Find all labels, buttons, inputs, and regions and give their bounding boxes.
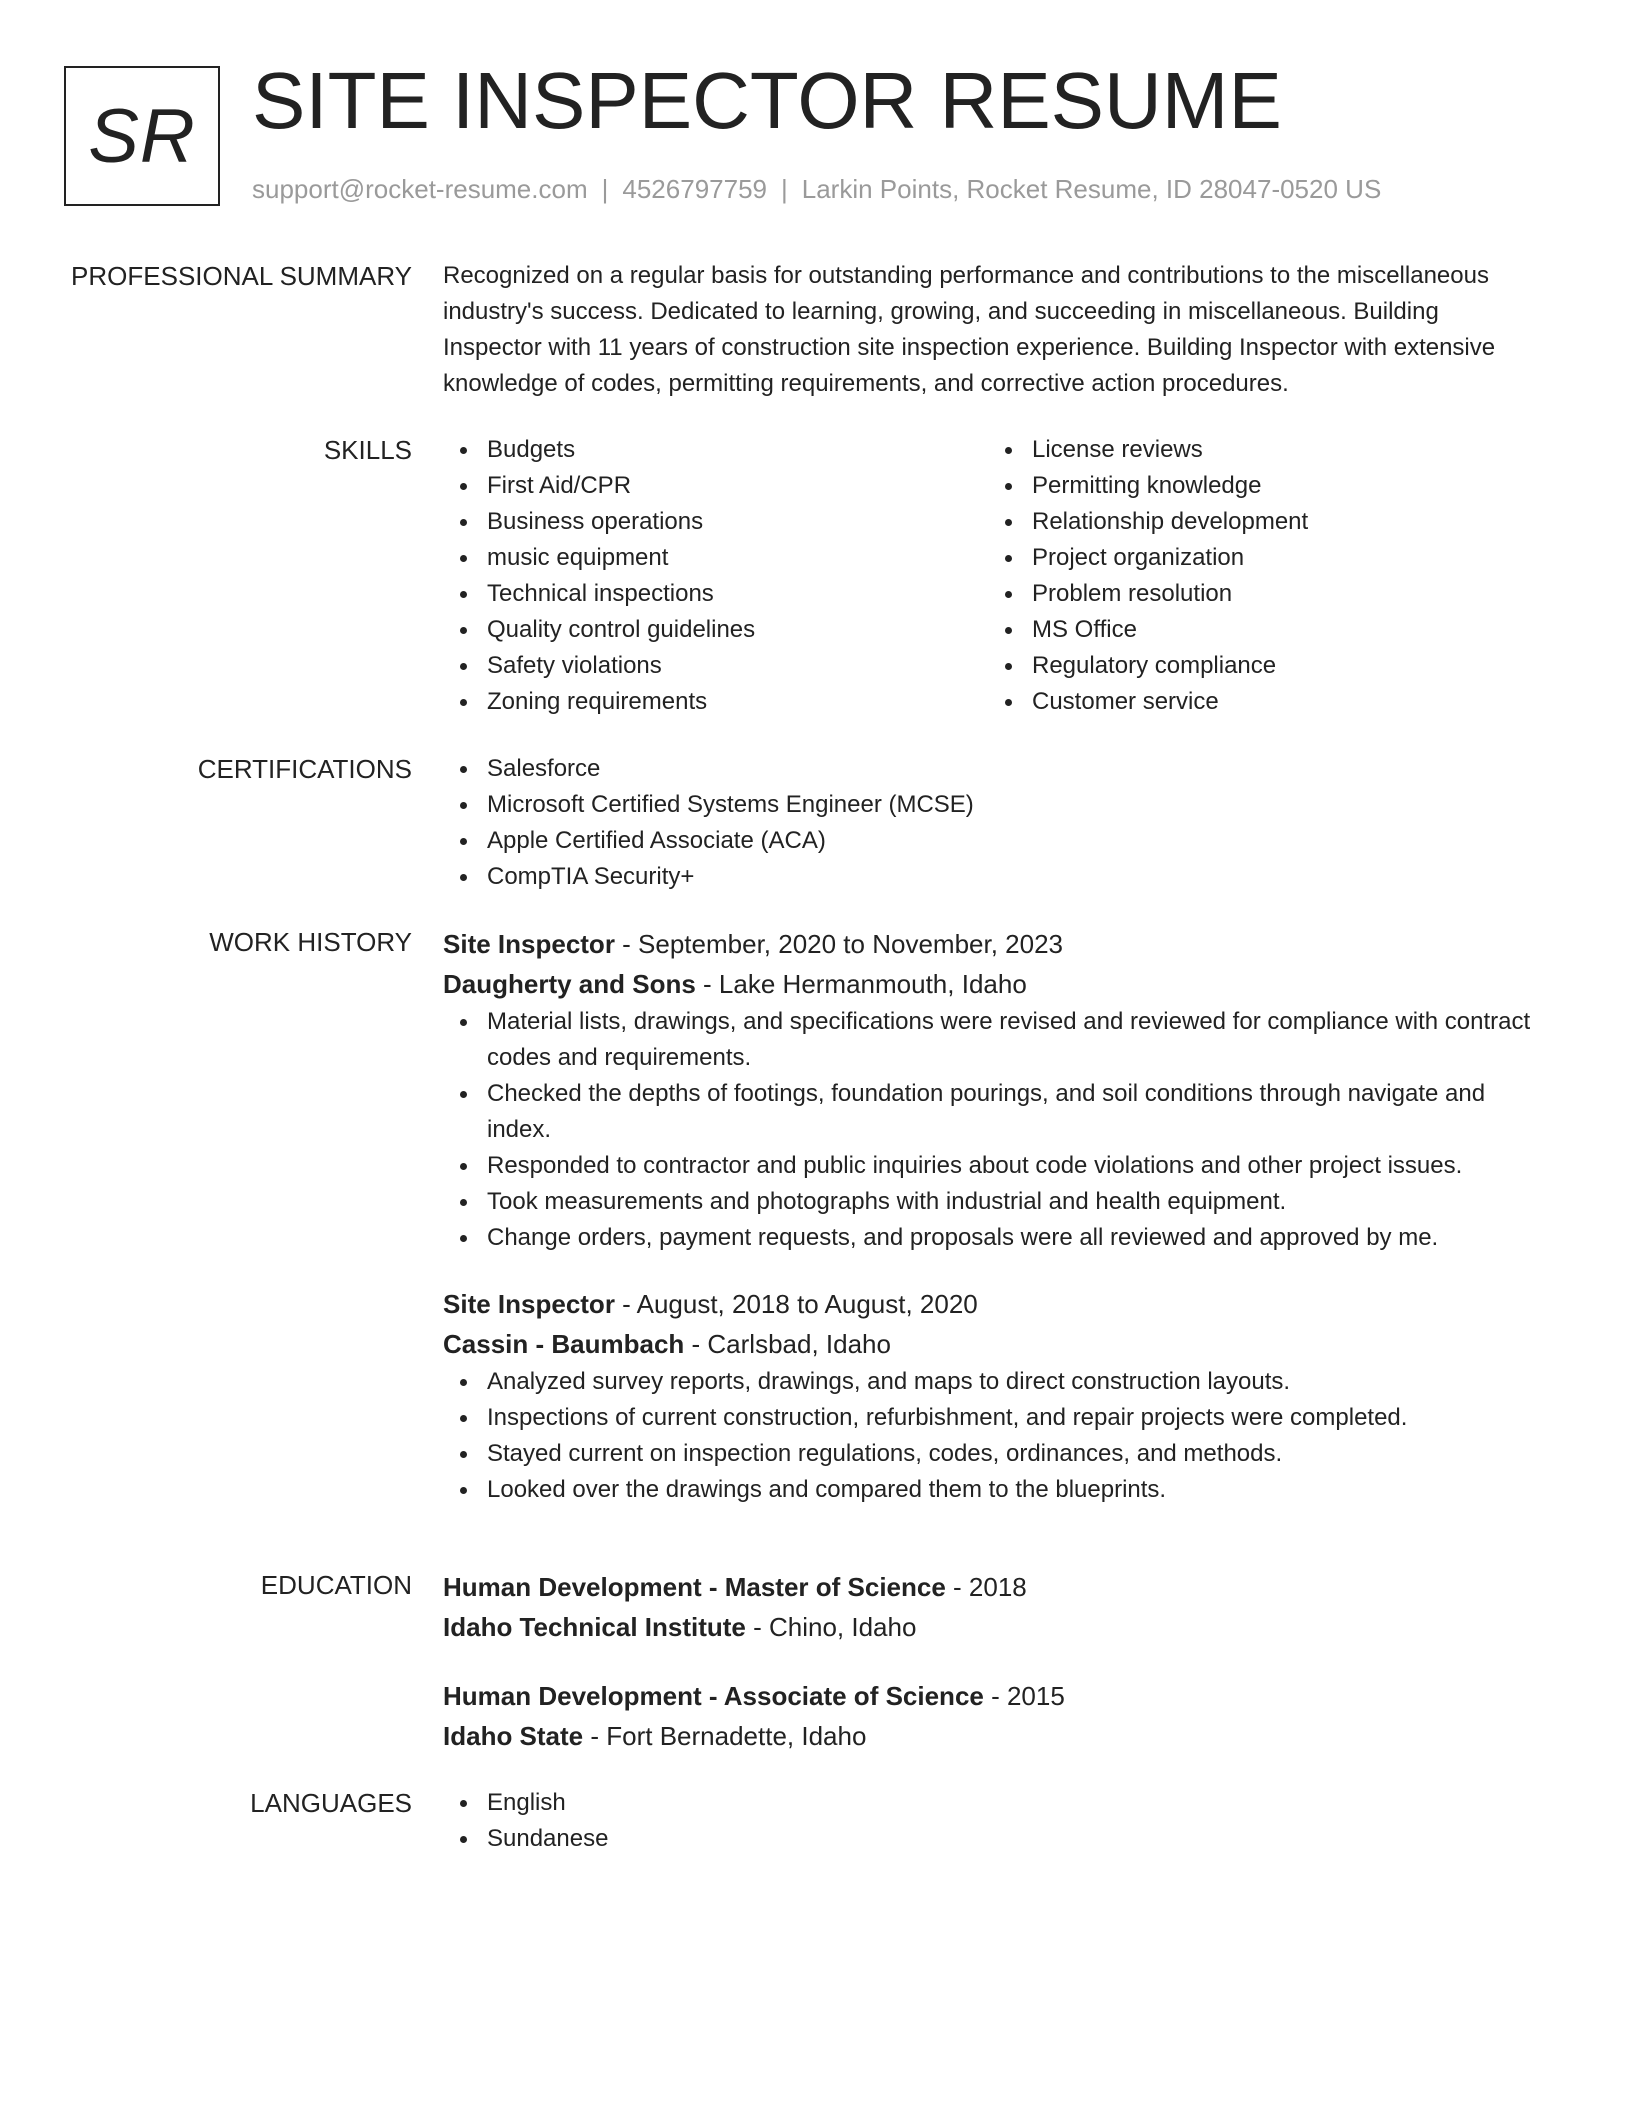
certification-item: Salesforce [443, 751, 1543, 787]
job-title-line [443, 924, 1543, 964]
contact-phone: 4526797759 [622, 174, 767, 204]
degree-year: - 2018 [945, 1572, 1027, 1602]
job-dates: - September, 2020 to November, 2023 [614, 929, 1063, 959]
skill-item: Business operations [443, 504, 983, 540]
job-duty-item: Looked over the drawings and compared them to the blueprints. [443, 1472, 1543, 1508]
certifications-heading: CERTIFICATIONS [197, 754, 412, 784]
contact-separator: | [781, 174, 788, 204]
job-duty-item: Inspections of current construction, refurbishment, and repair projects were completed. [443, 1400, 1543, 1436]
school-line [443, 1607, 1543, 1647]
skill-item: Customer service [988, 684, 1528, 720]
skills-list-right [988, 432, 1528, 720]
job-duty-item: Analyzed survey reports, drawings, and maps to direct construction layouts. [443, 1364, 1543, 1400]
skill-item: License reviews [988, 432, 1528, 468]
certification-item: Apple Certified Associate (ACA) [443, 823, 1543, 859]
degree-year: - 2015 [983, 1681, 1065, 1711]
job-company-line [443, 1324, 1543, 1364]
job-dates: - August, 2018 to August, 2020 [614, 1289, 978, 1319]
job-entry [443, 924, 1543, 1256]
skills-list-left [443, 432, 983, 720]
job-company: Cassin - Baumbach [443, 1329, 685, 1359]
job-company-line [443, 964, 1543, 1004]
school-name: Idaho Technical Institute [443, 1612, 746, 1642]
school-location: - Chino, Idaho [745, 1612, 917, 1642]
skill-item: Safety violations [443, 648, 983, 684]
job-duty-item: Change orders, payment requests, and proposals were all reviewed and approved by me. [443, 1220, 1543, 1256]
contact-separator: | [601, 174, 609, 204]
skill-item: MS Office [988, 612, 1528, 648]
degree-name: Human Development - Master of Science [443, 1572, 946, 1602]
page-title: SITE INSPECTOR RESUME [252, 56, 1282, 145]
work-history-heading: WORK HISTORY [209, 927, 412, 957]
education-heading: EDUCATION [260, 1570, 412, 1600]
skills-heading: SKILLS [323, 435, 412, 465]
language-item: English [443, 1785, 1543, 1821]
skill-item: Relationship development [988, 504, 1528, 540]
job-location: - Carlsbad, Idaho [684, 1329, 891, 1359]
degree-name: Human Development - Associate of Science [443, 1681, 984, 1711]
job-title-line [443, 1284, 1543, 1324]
job-entry [443, 1284, 1543, 1508]
skill-item: First Aid/CPR [443, 468, 983, 504]
skill-item: Budgets [443, 432, 983, 468]
education-entry [443, 1676, 1543, 1756]
skill-item: Zoning requirements [443, 684, 983, 720]
job-duty-item: Material lists, drawings, and specifications were revised and reviewed for compliance with contract codes and requirements. [443, 1004, 1543, 1076]
contact-line [252, 172, 1381, 206]
monogram-logo: SR [64, 66, 220, 206]
job-company: Daugherty and Sons [443, 969, 696, 999]
job-duty-item: Responded to contractor and public inquiries about code violations and other project issues. [443, 1148, 1543, 1184]
skill-item: Technical inspections [443, 576, 983, 612]
language-item: Sundanese [443, 1821, 1543, 1857]
job-duties-list [443, 1004, 1543, 1256]
degree-line [443, 1676, 1543, 1716]
degree-line [443, 1567, 1543, 1607]
job-role: Site Inspector [443, 1289, 615, 1319]
education-entry [443, 1567, 1543, 1647]
languages-heading: LANGUAGES [250, 1788, 412, 1818]
summary-text: Recognized on a regular basis for outstanding performance and contributions to the miscellaneous industry's success. Dedicated to learning, growing, and succeeding in miscellaneous. Building Inspector with 11 years of construction site inspection experience. Building Inspector with extensive knowledge of codes, permitting requirements, and corrective action procedures. [443, 262, 1496, 397]
job-duty-item: Took measurements and photographs with industrial and health equipment. [443, 1184, 1543, 1220]
job-duty-item: Stayed current on inspection regulations, codes, ordinances, and methods. [443, 1436, 1543, 1472]
skill-item: Permitting knowledge [988, 468, 1528, 504]
skill-item: Regulatory compliance [988, 648, 1528, 684]
skill-item: music equipment [443, 540, 983, 576]
certifications-list [443, 751, 1543, 895]
school-line [443, 1716, 1543, 1756]
contact-address: Larkin Points, Rocket Resume, ID 28047-0520 US [801, 174, 1382, 204]
job-role: Site Inspector [443, 929, 615, 959]
school-name: Idaho State [443, 1721, 584, 1751]
job-duties-list [443, 1364, 1543, 1508]
languages-list [443, 1785, 1543, 1857]
skill-item: Problem resolution [988, 576, 1528, 612]
job-location: - Lake Hermanmouth, Idaho [695, 969, 1027, 999]
certification-item: Microsoft Certified Systems Engineer (MCSE) [443, 787, 1543, 823]
certification-item: CompTIA Security+ [443, 859, 1543, 895]
skill-item: Quality control guidelines [443, 612, 983, 648]
school-location: - Fort Bernadette, Idaho [583, 1721, 867, 1751]
contact-email: support@rocket-resume.com [252, 174, 588, 204]
summary-heading: PROFESSIONAL SUMMARY [71, 261, 412, 291]
skill-item: Project organization [988, 540, 1528, 576]
job-duty-item: Checked the depths of footings, foundation pourings, and soil conditions through navigate and index. [443, 1076, 1543, 1148]
